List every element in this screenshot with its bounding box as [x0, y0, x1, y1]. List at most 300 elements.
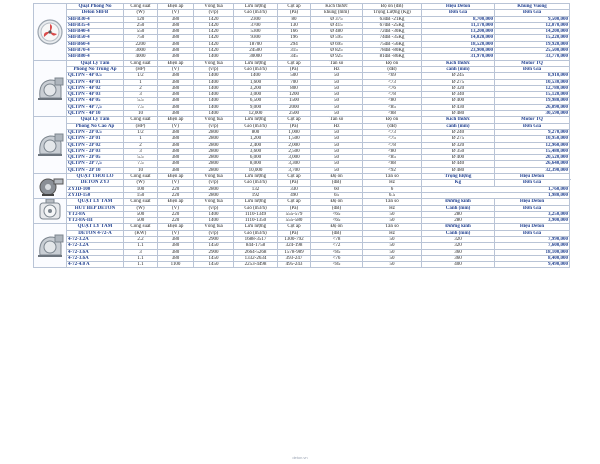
cell-value: 393-247	[278, 255, 311, 261]
column-header: Độ ồn	[311, 174, 363, 180]
cell-value: 3,000	[278, 155, 311, 161]
cell-value: 2253-4498	[234, 262, 278, 268]
column-header: Độ ồn	[311, 224, 363, 230]
column-unit: Đơn Giá	[495, 66, 570, 72]
column-header: Điện áp	[158, 199, 194, 205]
product-image-cell	[34, 60, 67, 117]
column-header: Công suất	[124, 224, 158, 230]
cell-value: 2900	[194, 236, 234, 242]
model-name: QLTPN - 4P 0.5	[67, 73, 124, 79]
column-header: Hiệu Deton	[495, 174, 570, 180]
cell-value: 1/2	[124, 129, 158, 135]
column-header: Vòng tua	[194, 224, 234, 230]
group-title: QUẠT THỔI LÒ	[67, 174, 124, 180]
column-unit: cánh (mm)	[422, 66, 495, 72]
model-name: 4-72-3.6A	[67, 249, 124, 255]
cell-value: 12,000	[234, 111, 278, 117]
cell-value: <80	[363, 148, 422, 154]
cell-value: 50	[363, 249, 422, 255]
cell-value: 380	[158, 243, 194, 249]
column-header: Kích thước	[311, 4, 363, 10]
column-unit: Đơn Giá	[495, 10, 570, 16]
column-unit: (Pa)	[278, 10, 311, 16]
model-name: 4-72-3.2A	[67, 243, 124, 249]
column-unit: (Pa)	[278, 205, 311, 211]
column-unit: Hz	[311, 66, 363, 72]
column-header: Cột áp	[278, 199, 311, 205]
column-header: Hiệu Deton	[495, 199, 570, 205]
cell-value: 50	[363, 262, 422, 268]
column-unit: (dB)	[363, 66, 422, 72]
column-header: Tần số	[311, 117, 363, 123]
cell-value: 2800	[194, 148, 234, 154]
column-unit: (v/p)	[194, 180, 234, 186]
cell-value: 81dB -86Kg	[363, 54, 422, 60]
model-name: SBFB40-4	[67, 29, 124, 35]
cell-value: 1688-3517	[234, 236, 278, 242]
column-header: Cột áp	[278, 4, 311, 10]
kitchen-exhaust-fan-icon	[34, 199, 66, 223]
model-name: SBFB30-4	[67, 16, 124, 22]
cell-value: 2664-5268	[234, 249, 278, 255]
cell-value: 2800	[194, 186, 234, 192]
cell-value: <65	[311, 211, 363, 217]
cell-value: 1420	[194, 35, 234, 41]
column-header: Điện áp	[158, 60, 194, 66]
column-header: Lưu lượng	[234, 224, 278, 230]
column-header: Hiệu Deton	[422, 4, 495, 10]
cell-value: 280	[422, 211, 495, 217]
price-sheet	[33, 3, 569, 268]
column-unit: Đơn Giá	[495, 123, 570, 129]
cell-value: Ø 480	[311, 29, 363, 35]
column-header: Độ ồn	[311, 199, 363, 205]
cell-value: <85	[363, 104, 422, 110]
group-title: Quạt Ly Tâm	[67, 60, 124, 66]
price-value: 1,980,000	[422, 192, 570, 198]
group-subtitle: Deton SBFB	[67, 10, 124, 16]
price-value: 13,200,000	[422, 29, 495, 35]
cell-value: 10,000	[234, 167, 278, 173]
column-header: Đường kính	[422, 224, 495, 230]
cell-value: 220	[158, 192, 194, 198]
cell-value: 3,200	[234, 85, 278, 91]
cell-value: Ø 925	[311, 54, 363, 60]
column-unit: (v/p)	[194, 10, 234, 16]
price-value: 10,950,000	[495, 136, 570, 142]
price-value: 19,920,000	[495, 41, 570, 47]
price-value: 26,640,000	[495, 161, 570, 167]
column-header: Vòng tua	[194, 60, 234, 66]
column-unit: (v/p)	[194, 66, 234, 72]
model-name: 4-72-4.0 A	[67, 262, 124, 268]
column-header: Điện áp	[158, 117, 194, 123]
cell-value: 495-243	[278, 262, 311, 268]
cell-value: 324-198	[278, 243, 311, 249]
cell-value: 2.2	[124, 236, 158, 242]
cell-value: 1.1	[124, 255, 158, 261]
cell-value: 3,600	[234, 148, 278, 154]
cell-value: <76	[363, 85, 422, 91]
column-header: Cột áp	[278, 60, 311, 66]
cell-value: 2900	[194, 249, 234, 255]
price-value: 31,970,000	[422, 54, 495, 60]
cell-value: 3000	[124, 48, 158, 54]
centrifugal-fan-icon	[34, 233, 66, 259]
column-header: Hiệu Deton	[495, 224, 570, 230]
column-header: Bộ ồn (dB)	[363, 4, 422, 10]
column-unit: (v/p)	[194, 205, 234, 211]
model-name: SBFB50-4	[67, 35, 124, 41]
column-unit: cánh (mm)	[422, 123, 495, 129]
cell-value: 380	[158, 129, 194, 135]
column-header: Điện áp	[158, 224, 194, 230]
model-name: ZYJD-100	[67, 186, 124, 192]
cell-value: <88	[363, 111, 422, 117]
cell-value: <85	[311, 262, 363, 268]
cell-value: 2800	[194, 142, 234, 148]
cell-value: 380	[158, 16, 194, 22]
cell-value: Ø 480	[422, 111, 495, 117]
cell-value: 1110-1350	[234, 218, 278, 224]
cell-value: <65	[311, 218, 363, 224]
cell-value: 1110-1349	[234, 211, 278, 217]
product-image-cell	[34, 174, 67, 199]
cell-value: 1400	[194, 79, 234, 85]
cell-value: 1400	[194, 98, 234, 104]
cell-value: 380	[158, 73, 194, 79]
cell-value: Ø 375	[311, 16, 363, 22]
product-image-cell	[34, 224, 67, 268]
cell-value: 220	[158, 211, 194, 217]
column-header: Tần số	[363, 199, 422, 205]
column-header: Lưu lượng	[234, 174, 278, 180]
cell-value: Ø 825	[311, 48, 363, 54]
column-unit: Đơn Giá	[495, 230, 570, 236]
cell-value: 1.1	[124, 243, 158, 249]
cell-value: 1200	[278, 92, 311, 98]
cell-value: 18700	[234, 41, 278, 47]
cell-value: 5.5	[124, 155, 158, 161]
cell-value: 2,500	[278, 148, 311, 154]
cell-value: 380	[158, 148, 194, 154]
column-header: Công suất	[124, 4, 158, 10]
cell-value: 1450	[194, 262, 234, 268]
cell-value: 1450	[194, 243, 234, 249]
group-title: Quạt Ly Tâm	[67, 117, 124, 123]
cell-value: 3,000	[234, 92, 278, 98]
cell-value: 1420	[194, 48, 234, 54]
cell-value: 320	[422, 243, 495, 249]
cell-value: 1400	[194, 85, 234, 91]
model-name: YT2-8A-III	[67, 218, 124, 224]
model-name: QLTPN - 2P 05	[67, 155, 124, 161]
price-value: 11,170,000	[422, 22, 495, 28]
column-header: Tần số	[311, 60, 363, 66]
column-unit: Gió (m3/h)	[234, 66, 278, 72]
cell-value: Ø 480	[422, 167, 495, 173]
cell-value: 380	[158, 92, 194, 98]
price-value: 18,520,000	[422, 41, 495, 47]
cell-value: 380	[158, 35, 194, 41]
group-title: Quạt Phòng Nổ	[67, 4, 124, 10]
column-unit: (dB)	[311, 205, 363, 211]
price-value: 25,500,000	[495, 48, 570, 54]
cell-value: 50	[311, 148, 363, 154]
cell-value: 72dB -30Kg	[363, 29, 422, 35]
cell-value: 3	[124, 92, 158, 98]
cell-value: 800	[278, 85, 311, 91]
column-unit: (dB)	[311, 180, 363, 186]
cell-value: 2	[124, 85, 158, 91]
column-header: Kích thước	[422, 117, 495, 123]
column-unit: Đơn Giá	[422, 10, 495, 16]
cell-value: 2800	[194, 129, 234, 135]
cell-value: 100	[124, 186, 158, 192]
column-header: Kích thước	[422, 60, 495, 66]
cell-value: Ø 400	[422, 155, 495, 161]
cell-value: 5300	[234, 29, 278, 35]
column-unit: Đơn Giá	[495, 205, 570, 211]
cell-value: 50	[311, 79, 363, 85]
cell-value: 1400	[194, 111, 234, 117]
cell-value: 78dB -80Kg	[363, 48, 422, 54]
group-subtitle: DETON 4-72-A	[67, 230, 124, 236]
price-value: 9,500,000	[495, 16, 570, 22]
cell-value: 380	[158, 167, 194, 173]
column-unit: Hz	[363, 205, 422, 211]
cell-value: 2	[124, 142, 158, 148]
column-header: Cột áp	[278, 174, 311, 180]
price-value: 30,590,000	[495, 111, 570, 117]
price-value: 19,980,000	[495, 98, 570, 104]
column-unit: (Pa)	[278, 66, 311, 72]
price-value: 1,760,000	[422, 186, 570, 192]
group-subtitle: HÚT BẾP DETON	[67, 205, 124, 211]
cell-value: 380	[158, 161, 194, 167]
cell-value: 24500	[234, 48, 278, 54]
price-value: 18,100,000	[495, 249, 570, 255]
cell-value: <76	[311, 255, 363, 261]
cell-value: 50	[363, 211, 422, 217]
model-name: QLTPN - 2P 02	[67, 142, 124, 148]
cell-value: <88	[363, 161, 422, 167]
column-unit: (W)	[124, 205, 158, 211]
model-name: QLTPN - 4P 02	[67, 85, 124, 91]
page-footer: deton.vn	[292, 455, 308, 460]
cell-value: 6,500	[234, 98, 278, 104]
cell-value: <78	[363, 92, 422, 98]
cell-value: 1,200	[234, 136, 278, 142]
cell-value: 120	[124, 16, 158, 22]
cell-value: 4000	[124, 54, 158, 60]
table-row	[34, 262, 570, 268]
cell-value: 10	[124, 167, 158, 173]
cell-value: 50	[311, 92, 363, 98]
cell-value: <85	[363, 155, 422, 161]
cell-value: 2000	[278, 104, 311, 110]
cell-value: 555-579	[278, 211, 311, 217]
price-value: 20,520,000	[495, 155, 570, 161]
column-header: Cột áp	[278, 117, 311, 123]
cell-value: 380	[158, 85, 194, 91]
cell-value: 1400	[194, 54, 234, 60]
cell-value: 132	[234, 186, 278, 192]
cell-value: Ø 430	[422, 104, 495, 110]
cell-value: 380	[158, 249, 194, 255]
cell-value: 50	[363, 218, 422, 224]
axial-fan-icon	[34, 18, 66, 46]
price-value: 23,900,000	[422, 48, 495, 54]
cell-value: 3,300	[278, 161, 311, 167]
cell-value: 844-1758	[234, 243, 278, 249]
cell-value: Ø 415	[311, 22, 363, 28]
price-value: 7,600,000	[495, 243, 570, 249]
column-unit: Đơn Giá	[495, 180, 570, 186]
cell-value: 63dB -21Kg	[363, 16, 422, 22]
cell-value: 50	[311, 142, 363, 148]
price-value: 7,990,000	[495, 236, 570, 242]
cell-value: 1/2	[124, 73, 158, 79]
cell-value: 50	[311, 111, 363, 117]
model-name: QLTPN - 4P 01	[67, 79, 124, 85]
cell-value: 1,500	[278, 136, 311, 142]
column-unit: Kg	[422, 180, 495, 186]
column-header: Điện áp	[158, 4, 194, 10]
column-unit: (V)	[158, 205, 194, 211]
cell-value: 2300	[234, 16, 278, 22]
cell-value: 150	[124, 192, 158, 198]
cell-value: 10	[124, 111, 158, 117]
cell-value: Ø 695	[311, 41, 363, 47]
cell-value: 2,000	[278, 142, 311, 148]
cell-value: <78	[311, 236, 363, 242]
cell-value: Ø 240	[422, 129, 495, 135]
model-name: SBFB80-4	[67, 54, 124, 60]
price-table	[33, 3, 570, 268]
cell-value: 1332-2634	[234, 255, 278, 261]
cell-value: 30000	[234, 54, 278, 60]
column-unit: (Pa)	[278, 180, 311, 186]
column-header: Motor TQ	[495, 60, 570, 66]
column-unit: Gió (m3/h)	[234, 123, 278, 129]
cell-value: 50	[311, 167, 363, 173]
cell-value: 50	[311, 129, 363, 135]
column-header: Cột áp	[278, 224, 311, 230]
cell-value: 555-580	[278, 218, 311, 224]
cell-value: 380	[158, 111, 194, 117]
model-name: YT2-8A	[67, 211, 124, 217]
price-value: 8,910,000	[495, 73, 570, 79]
column-header: Công suất	[124, 199, 158, 205]
column-header: Tần số	[363, 174, 422, 180]
cell-value: 166	[278, 29, 311, 35]
product-image-cell	[34, 117, 67, 174]
cell-value: 294	[278, 41, 311, 47]
model-name: QLTPN - 2P 03	[67, 148, 124, 154]
cell-value: 9,000	[234, 104, 278, 110]
group-subtitle: Phòng Nổ Cao Áp	[67, 123, 124, 129]
price-value: 14,200,000	[495, 29, 570, 35]
cell-value: 280	[422, 218, 495, 224]
cell-value: 1420	[194, 41, 234, 47]
column-header: Đường kính	[422, 199, 495, 205]
cell-value: 67dB -25Kg	[363, 22, 422, 28]
column-header: Vòng tua	[194, 174, 234, 180]
cell-value: 74dB -35Kg	[363, 35, 422, 41]
cell-value: 1400	[194, 211, 234, 217]
column-header: Độ ồn	[363, 60, 422, 66]
cell-value: <73	[363, 129, 422, 135]
cell-value: 3,700	[278, 167, 311, 173]
cell-value: 1400	[194, 218, 234, 224]
cell-value: 6.5	[363, 192, 422, 198]
price-value: 8,700,000	[422, 16, 495, 22]
model-name: SBFB60-4	[67, 41, 124, 47]
column-header: Motor TQ	[495, 117, 570, 123]
price-value: 9,270,000	[495, 129, 570, 135]
centrifugal-fan-icon	[34, 76, 66, 102]
cell-value: 360	[422, 255, 495, 261]
cell-value: 7.5	[124, 104, 158, 110]
group-title: QUẠT LY TÂM	[67, 224, 124, 230]
cell-value: 1	[124, 136, 158, 142]
cell-value: 50	[311, 136, 363, 142]
column-unit: Hz	[363, 230, 422, 236]
product-image-cell	[34, 4, 67, 61]
cell-value: 60	[311, 186, 363, 192]
cell-value: <92	[363, 167, 422, 173]
group-subtitle: Phòng Nổ Trung Áp	[67, 66, 124, 72]
cell-value: 50	[311, 98, 363, 104]
cell-value: 3	[124, 249, 158, 255]
product-image-cell	[34, 199, 67, 224]
cell-value: 1578-989	[278, 249, 311, 255]
cell-value: 50	[311, 155, 363, 161]
centrifugal-fan-icon	[34, 132, 66, 158]
cell-value: Ø 275	[422, 79, 495, 85]
cell-value: 6	[363, 186, 422, 192]
cell-value: 380	[158, 22, 194, 28]
cell-value: 2800	[194, 155, 234, 161]
column-header: Tần số	[363, 224, 422, 230]
cell-value: 1420	[194, 22, 234, 28]
cell-value: 1400	[234, 73, 278, 79]
column-header: Trọng lượng	[422, 174, 495, 180]
cell-value: Ø 275	[422, 136, 495, 142]
column-unit: (v/p)	[194, 123, 234, 129]
cell-value: 380	[158, 255, 194, 261]
price-value: 10,530,000	[495, 79, 570, 85]
cell-value: Ø 320	[422, 85, 495, 91]
cell-value: 2200	[124, 41, 158, 47]
price-value: 15,120,000	[495, 92, 570, 98]
cell-value: <80	[363, 98, 422, 104]
cell-value: 8,000	[234, 161, 278, 167]
cell-value: 50	[311, 73, 363, 79]
column-unit: Cánh (mm)	[422, 205, 495, 211]
price-value: 33,770,000	[495, 54, 570, 60]
cell-value: 750	[124, 35, 158, 41]
column-header: Lưu lượng	[234, 199, 278, 205]
cell-value: 130	[278, 22, 311, 28]
cell-value: 1420	[194, 29, 234, 35]
cell-value: 380	[158, 48, 194, 54]
column-unit: Cánh (mm)	[422, 230, 495, 236]
price-value: 8,400,000	[495, 255, 570, 261]
cell-value: Ø 400	[422, 98, 495, 104]
cell-value: 380	[158, 41, 194, 47]
